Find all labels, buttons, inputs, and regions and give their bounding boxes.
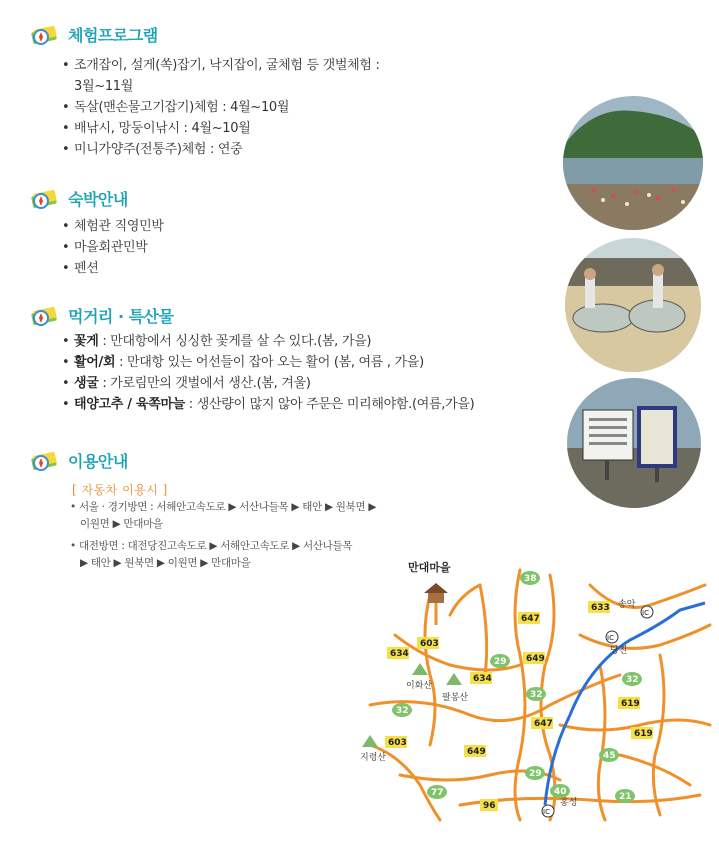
route-seoul: • 서울 · 경기방면 : 서해안고속도로 ▶ 서산나들목 ▶ 태안 ▶ 원북면 ▶ 이원면 ▶ 만대마을	[70, 501, 377, 530]
route-shield-yellow	[631, 727, 653, 739]
list-item	[62, 352, 474, 373]
road-map	[360, 555, 715, 825]
item-continuation: 3월~11월	[74, 79, 134, 94]
item-text: 펜션	[74, 261, 99, 276]
route-shield-yellow	[387, 647, 409, 659]
route-shield-yellow	[470, 672, 492, 684]
route-shield-yellow	[464, 745, 486, 757]
item-text: 배낚시, 망둥이낚시 : 4월~10월	[74, 121, 251, 136]
item-label: 태양고추 / 육쪽마늘	[74, 397, 185, 412]
item-label: 꽃게	[74, 334, 99, 349]
mountain-ihwasan	[412, 663, 428, 675]
route-shield-yellow	[531, 717, 553, 729]
route-number: 38	[524, 574, 537, 584]
place-palbongsan: 팔봉산	[442, 693, 469, 703]
route-number: 647	[521, 614, 540, 624]
ic-marker	[641, 606, 653, 618]
destination-label: 만대마을	[408, 561, 451, 574]
tidal-flat-image	[563, 96, 703, 230]
route-shield-green	[550, 784, 570, 798]
ic-label: IC	[607, 634, 614, 642]
route-number: 45	[603, 751, 616, 761]
compass-book-icon	[30, 186, 60, 210]
route-number: 603	[388, 738, 407, 748]
route-shield-yellow	[588, 601, 610, 613]
program-title: 체험프로그램	[68, 25, 158, 45]
route-shield-green	[427, 785, 447, 799]
mountain-jiryeongsan	[362, 735, 378, 747]
program-section-header	[30, 22, 158, 46]
route-number: 96	[483, 801, 496, 811]
route-shield-yellow	[618, 697, 640, 709]
route-number: 29	[494, 657, 507, 667]
route-line: ▶ 태안 ▶ 원북면 ▶ 이원면 ▶ 만대마을	[80, 557, 251, 569]
ic-marker	[606, 631, 618, 643]
usage-title: 이용안내	[68, 451, 128, 471]
route-shield-green	[520, 571, 540, 585]
route-shield-green	[525, 766, 545, 780]
route-number: 619	[621, 699, 640, 709]
route-shield-yellow	[417, 637, 439, 649]
lodging-list	[62, 216, 164, 279]
place-dangjin: 당진	[610, 646, 628, 656]
usage-section-header	[30, 448, 128, 472]
food-list	[62, 331, 474, 415]
route-shield-green	[490, 654, 510, 668]
list-item	[62, 373, 474, 394]
fish-trap-image	[565, 238, 701, 372]
route-shield-green	[622, 672, 642, 686]
route-shield-green	[392, 703, 412, 717]
list-item	[62, 97, 380, 118]
item-text: : 생산량이 많지 않아 주문은 미리해야함.(여름,가을)	[184, 397, 475, 412]
route-number: 649	[526, 654, 545, 664]
route-number: 40	[554, 787, 567, 797]
place-jiryeongsan: 지령산	[360, 753, 387, 763]
route-shield-green	[599, 748, 619, 762]
item-label: 활어/회	[74, 355, 116, 370]
compass-book-icon	[30, 22, 60, 46]
place-songak: 송악	[618, 600, 636, 610]
route-number: 649	[467, 747, 486, 757]
route-shield-yellow	[480, 799, 498, 811]
signboard-image	[567, 378, 701, 508]
ic-label: IC	[642, 609, 649, 617]
list-item	[62, 237, 164, 258]
program-list	[62, 55, 380, 160]
route-number: 603	[420, 639, 439, 649]
list-item	[62, 258, 164, 279]
route-number: 32	[396, 706, 409, 716]
lodging-section-header	[30, 186, 128, 210]
item-text: 마을회관민박	[74, 240, 148, 255]
route-line: 이원면 ▶ 만대마을	[80, 518, 163, 530]
ic-marker	[542, 805, 554, 817]
route-number: 634	[473, 674, 492, 684]
place-ihwasan: 이화산	[406, 681, 433, 691]
list-item	[62, 394, 474, 415]
route-shield-green	[526, 687, 546, 701]
food-section-header	[30, 303, 173, 327]
route-number: 32	[530, 690, 543, 700]
tidal-flat-photo	[563, 96, 703, 230]
route-line: 서울 · 경기방면 : 서해안고속도로 ▶ 서산나들목 ▶ 태안 ▶ 원북면 ▶	[78, 501, 377, 513]
item-text: : 만대항 있는 어선들이 잡아 오는 활어 (봄, 여름 , 가을)	[115, 355, 424, 370]
route-number: 77	[431, 788, 444, 798]
route-shield-green	[615, 789, 635, 803]
item-text: 체험관 직영민박	[74, 219, 164, 234]
route-number: 21	[619, 792, 632, 802]
route-number: 634	[390, 649, 409, 659]
list-item	[62, 139, 380, 160]
item-text: 미니가양주(전통주)체험 : 연중	[74, 142, 243, 157]
item-text: 조개잡이, 설게(쏙)잡기, 낙지잡이, 굴체험 등 갯벌체험 :	[74, 58, 380, 73]
route-number: 647	[534, 719, 553, 729]
route-number: 633	[591, 603, 610, 613]
item-label: 생굴	[74, 376, 99, 391]
signboard-photo	[567, 378, 701, 508]
lodging-title: 숙박안내	[68, 189, 128, 209]
route-shield-yellow	[385, 736, 407, 748]
item-text: : 만대항에서 싱싱한 꽃게를 살 수 있다.(봄, 가을)	[98, 334, 372, 349]
fish-trap-photo	[565, 238, 701, 372]
compass-book-icon	[30, 448, 60, 472]
list-item	[62, 55, 380, 97]
route-number: 32	[626, 675, 639, 685]
food-title: 먹거리 · 특산물	[68, 306, 174, 326]
car-usage-subtitle: [ 자동차 이용시 ]	[72, 483, 168, 497]
compass-book-icon	[30, 303, 60, 327]
route-daejeon: • 대전방면 : 대전당진고속도로 ▶ 서해안고속도로 ▶ 서산나들목 ▶ 태안 ▶ 원북면 ▶ 이원면 ▶ 만대마을	[70, 540, 353, 569]
route-shield-yellow	[518, 612, 540, 624]
list-item	[62, 118, 380, 139]
item-text: 독살(맨손물고기잡기)체험 : 4월~10월	[74, 100, 290, 115]
list-item	[62, 331, 474, 352]
route-number: 619	[634, 729, 653, 739]
mountain-palbongsan	[446, 673, 462, 685]
item-text: : 가로림만의 갯벌에서 생산.(봄, 겨울)	[98, 376, 311, 391]
list-item	[62, 216, 164, 237]
place-hongseong: 홍성	[560, 798, 578, 808]
route-number: 29	[529, 769, 542, 779]
route-line: 대전방면 : 대전당진고속도로 ▶ 서해안고속도로 ▶ 서산나들목	[78, 540, 353, 552]
road-map-svg	[360, 555, 715, 825]
route-shield-yellow	[523, 652, 545, 664]
ic-label: IC	[543, 808, 550, 816]
